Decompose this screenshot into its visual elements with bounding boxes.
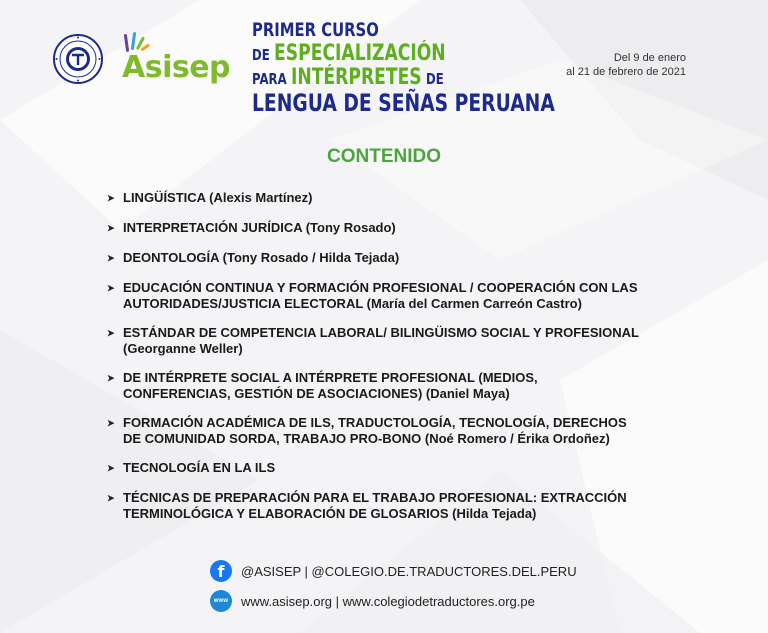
topic-line: DE INTÉRPRETE SOCIAL A INTÉRPRETE PROFESIONAL (MEDIOS, <box>123 370 538 385</box>
topic-line: TERMINOLÓGICA Y ELABORACIÓN DE GLOSARIOS (Hilda Tejada) <box>123 506 537 521</box>
web-row <box>210 590 577 612</box>
website-links: www.asisep.org | www.colegiodetraductores.org.pe <box>241 593 535 609</box>
bullet-arrow-icon: ➤ <box>107 493 115 503</box>
bullet-arrow-icon: ➤ <box>107 283 115 293</box>
topic-line: DEONTOLOGÍA (Tony Rosado / Hilda Tejada) <box>123 250 400 265</box>
bullet-arrow-icon: ➤ <box>107 373 115 383</box>
date-start: Del 9 de enero <box>613 52 686 64</box>
topic-item <box>106 490 696 522</box>
social-handles: @ASISEP | @COLEGIO.DE.TRADUCTORES.DEL.PERU <box>241 563 577 579</box>
bullet-arrow-icon: ➤ <box>107 418 115 428</box>
topic-line: DE COMUNIDAD SORDA, TRABAJO PRO-BONO (Noé Romero / Érika Ordoñez) <box>123 431 610 446</box>
topic-line: FORMACIÓN ACADÉMICA DE ILS, TRADUCTOLOGÍA, TECNOLOGÍA, DERECHOS <box>123 415 627 430</box>
colegio-seal-logo <box>53 34 103 84</box>
topic-line: EDUCACIÓN CONTINUA Y FORMACIÓN PROFESIONAL / COOPERACIÓN CON LAS <box>123 280 638 295</box>
title-line-1: PRIMER CURSO <box>252 19 379 41</box>
title-line-4: LENGUA DE SEÑAS PERUANA <box>252 89 555 117</box>
topic-item <box>106 250 696 266</box>
topic-line: AUTORIDADES/JUSTICIA ELECTORAL (María del Carmen Carreón Castro) <box>123 296 582 311</box>
topics-list <box>106 190 696 522</box>
topic-item <box>106 280 696 312</box>
contents-heading: CONTENIDO <box>327 146 441 167</box>
topic-line: INTERPRETACIÓN JURÍDICA (Tony Rosado) <box>123 220 396 235</box>
bullet-arrow-icon: ➤ <box>107 463 115 473</box>
topic-item <box>106 325 696 357</box>
title-line-3: PARA INTÉRPRETES DE <box>252 65 444 90</box>
topic-item <box>106 190 696 206</box>
globe-www-icon: www <box>210 590 232 612</box>
asisep-logo <box>120 30 231 88</box>
bullet-arrow-icon: ➤ <box>107 253 115 263</box>
facebook-icon: f <box>210 560 232 582</box>
course-dates <box>566 51 686 79</box>
topic-item <box>106 220 696 236</box>
topic-line: LINGÜÍSTICA (Alexis Martínez) <box>123 190 313 205</box>
topic-line: TÉCNICAS DE PREPARACIÓN PARA EL TRABAJO PROFESIONAL: EXTRACCIÓN <box>123 490 627 505</box>
bullet-arrow-icon: ➤ <box>107 328 115 338</box>
footer-contacts <box>210 560 577 612</box>
bullet-arrow-icon: ➤ <box>107 193 115 203</box>
topic-line: (Georganne Weller) <box>123 341 243 356</box>
topic-item <box>106 415 696 447</box>
topic-line: CONFERENCIAS, GESTIÓN DE ASOCIACIONES) (Daniel Maya) <box>123 386 510 401</box>
title-line-2: DE ESPECIALIZACIÓN <box>252 41 446 66</box>
topic-item <box>106 370 696 402</box>
topic-line: TECNOLOGÍA EN LA ILS <box>123 460 276 475</box>
date-end: al 21 de febrero de 2021 <box>566 66 686 78</box>
social-row <box>210 560 577 582</box>
topic-line: ESTÁNDAR DE COMPETENCIA LABORAL/ BILINGÜISMO SOCIAL Y PROFESIONAL <box>123 325 639 340</box>
bullet-arrow-icon: ➤ <box>107 223 115 233</box>
asisep-wordmark: Asisep <box>122 50 231 85</box>
topic-item <box>106 460 696 476</box>
